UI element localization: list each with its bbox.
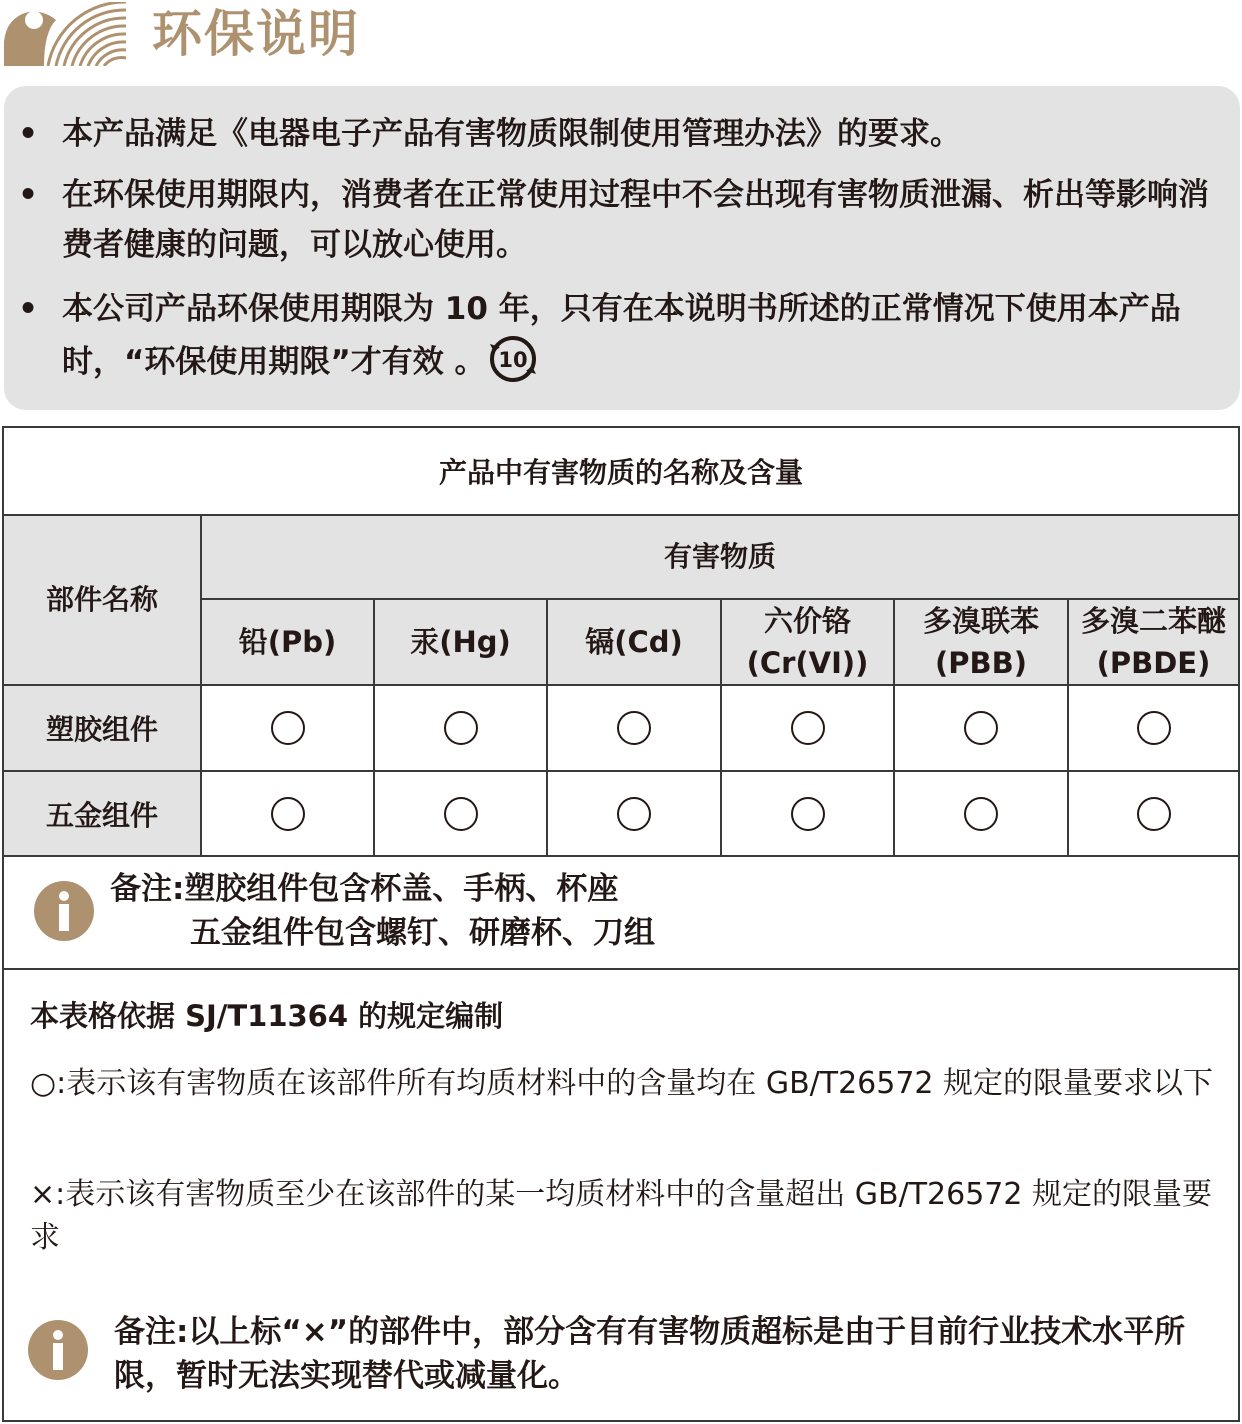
- column-code: (Cr(VI)): [746, 646, 869, 680]
- column-name: 铅: [238, 625, 268, 659]
- substance-header: 有害物质: [202, 514, 1238, 600]
- column-code: (PBB): [935, 646, 1027, 680]
- compliant-circle: [271, 797, 305, 831]
- table-cell: [202, 772, 375, 857]
- parts-remark: [4, 857, 1238, 970]
- bottom-remark: 备注:以上标“×”的部件中，部分含有有害物质超标是由于目前行业技术水平所限，暂时无法实现替代或减量化。: [114, 1314, 1186, 1394]
- table-cell: [1069, 686, 1238, 772]
- remark-line-2: 五金组件包含螺钉、研磨杯、刀组: [190, 915, 655, 951]
- table-title: 产品中有害物质的名称及含量: [438, 456, 803, 489]
- note-text: 在环保使用期限内，消费者在正常使用过程中不会出现有害物质泄漏、析出等影响消费者健康的问题，可以放心使用。: [62, 177, 1209, 263]
- column-header-cr6: [722, 600, 895, 686]
- table-cell: [548, 686, 722, 772]
- compliant-circle: [791, 797, 825, 831]
- column-header-pbb: [895, 600, 1069, 686]
- compliant-circle: [791, 711, 825, 745]
- table-cell: [895, 686, 1069, 772]
- bullet: •: [18, 291, 38, 327]
- column-header-cd: [548, 600, 722, 686]
- badge-value: 10: [497, 348, 528, 372]
- compliant-circle: [444, 797, 478, 831]
- compliant-circle: [444, 711, 478, 745]
- column-header-hg: [375, 600, 548, 686]
- remark-line-1: 备注:塑胶组件包含杯盖、手柄、杯座: [110, 871, 619, 907]
- standard-basis: 本表格依据 SJ/T11364 的规定编制: [30, 999, 504, 1033]
- compliant-circle: [964, 797, 998, 831]
- page-title: 环保说明: [152, 5, 360, 63]
- row-label-plastic: 塑胶组件: [4, 686, 202, 772]
- brand-logo: [4, 2, 130, 66]
- table-cell: [548, 772, 722, 857]
- bullet: •: [18, 177, 38, 213]
- note-item: [4, 284, 1240, 387]
- note-item: [4, 109, 1240, 159]
- column-name: 汞: [410, 625, 440, 659]
- column-header-pbde: [1069, 600, 1238, 686]
- table-cell: [375, 772, 548, 857]
- note-item: [4, 170, 1240, 270]
- note-text: 本公司产品环保使用期限为 10 年，只有在本说明书所述的正常情况下使用本产品时，“环保使用期限”才有效 。: [62, 291, 1181, 380]
- compliant-circle: [1137, 797, 1171, 831]
- compliant-circle: [271, 711, 305, 745]
- table-cell: [1069, 772, 1238, 857]
- eco-period-10-icon: [488, 334, 538, 384]
- column-name: 镉: [585, 625, 615, 659]
- column-name: 六价铬: [763, 604, 851, 638]
- table-cell: [722, 686, 895, 772]
- legend-exceeds: ×:表示该有害物质至少在该部件的某一均质材料中的含量超出 GB/T26572 规定的限量要求: [30, 1177, 1213, 1255]
- note-text-wrap: [62, 284, 1222, 387]
- compliant-circle: [617, 711, 651, 745]
- column-name: 多溴二苯醚: [1080, 604, 1226, 638]
- row-label-metal: 五金组件: [4, 772, 202, 857]
- column-name: 多溴联苯: [922, 604, 1039, 638]
- bullet: •: [18, 116, 38, 152]
- hazardous-substance-table: [2, 426, 1240, 1422]
- table-cell: [375, 686, 548, 772]
- info-icon: [34, 881, 94, 941]
- compliant-circle: [617, 797, 651, 831]
- compliant-circle: [964, 711, 998, 745]
- table-cell: [202, 686, 375, 772]
- note-text: 本产品满足《电器电子产品有害物质限制使用管理办法》的要求。: [62, 116, 961, 152]
- info-icon: [28, 1320, 88, 1380]
- column-code: (Cd): [614, 625, 683, 659]
- table-cell: [895, 772, 1069, 857]
- table-cell: [722, 772, 895, 857]
- column-code: (Hg): [439, 625, 511, 659]
- compliant-circle: [1137, 711, 1171, 745]
- column-header-pb: [202, 600, 375, 686]
- notes-panel: [4, 86, 1240, 410]
- column-code: (Pb): [267, 625, 337, 659]
- legend-compliant: ○:表示该有害物质在该部件所有均质材料中的含量均在 GB/T26572 规定的限量要求以下: [30, 1066, 1214, 1101]
- part-name-header: 部件名称: [4, 514, 202, 686]
- column-code: (PBDE): [1096, 646, 1211, 680]
